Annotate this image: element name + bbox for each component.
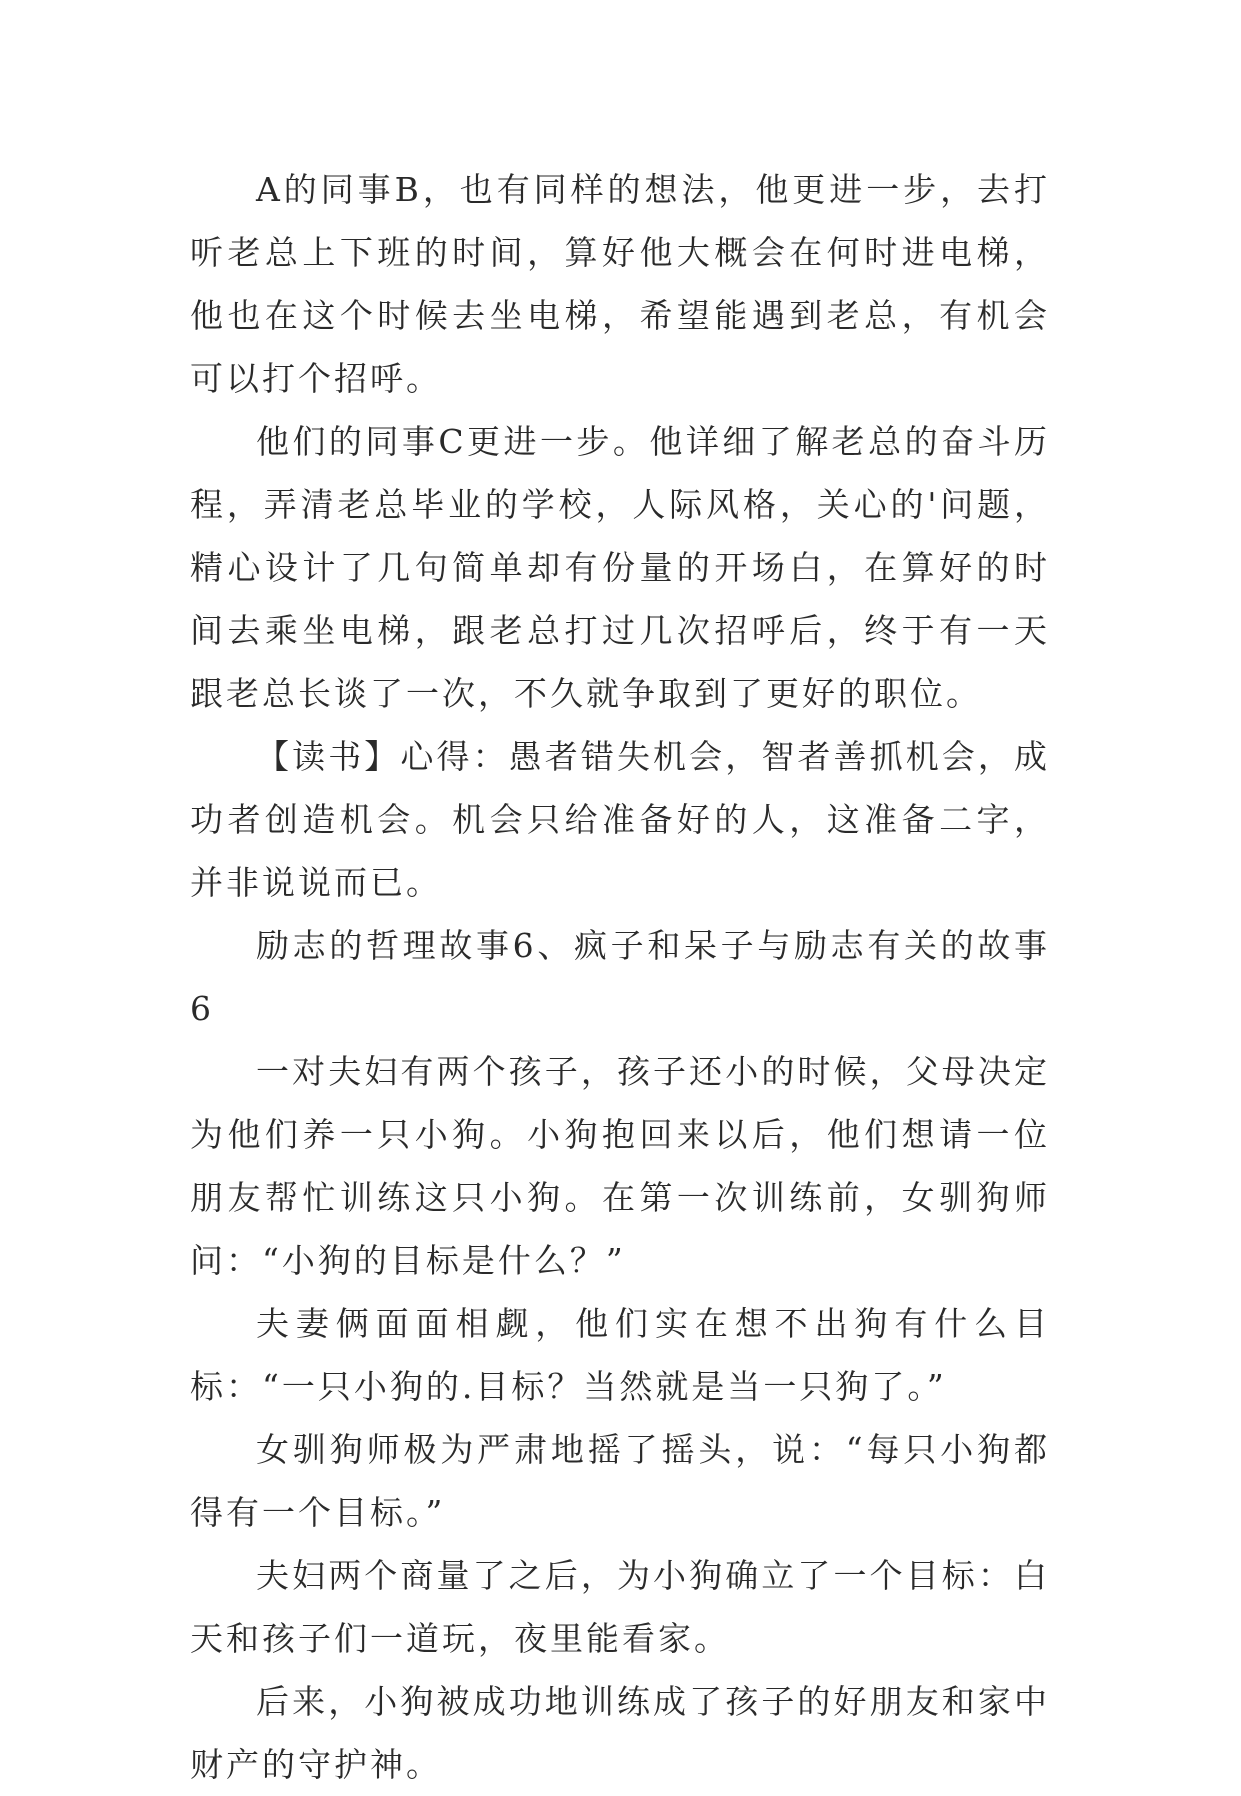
paragraph-couple-dog: 一对夫妇有两个孩子，孩子还小的时候，父母决定为他们养一只小狗。小狗抱回来以后，他们想请一位朋友帮忙训练这只小狗。在第一次训练前，女驯狗师问：“小狗的目标是什么？” xyxy=(190,1052,1050,1280)
document-body xyxy=(190,158,1050,1796)
paragraph-outcome: 后来，小狗被成功地训练成了孩子的好朋友和家中财产的守护神。 xyxy=(190,1682,1050,1784)
paragraph-trainer-reply: 女驯狗师极为严肃地摇了摇头，说：“每只小狗都得有一个目标。” xyxy=(190,1430,1050,1532)
paragraph-reading-notes: 【读书】心得：愚者错失机会，智者善抓机会，成功者创造机会。机会只给准备好的人，这准备二字，并非说说而已。 xyxy=(190,737,1050,902)
story-heading: 励志的哲理故事6、疯子和呆子与励志有关的故事6 xyxy=(190,926,1050,1028)
paragraph-couple-reply: 夫妻俩面面相觑，他们实在想不出狗有什么目标：“一只小狗的.目标？当然就是当一只狗了。” xyxy=(190,1304,1050,1406)
paragraph-colleague-b: A的同事B，也有同样的想法，他更进一步，去打听老总上下班的时间，算好他大概会在何时进电梯，他也在这个时候去坐电梯，希望能遇到老总，有机会可以打个招呼。 xyxy=(190,170,1050,398)
paragraph-colleague-c: 他们的同事C更进一步。他详细了解老总的奋斗历程，弄清老总毕业的学校，人际风格，关心的'问题，精心设计了几句简单却有份量的开场白，在算好的时间去乘坐电梯，跟老总打过几次招呼后，终于有一天跟老总长谈了一次，不久就争取到了更好的职位。 xyxy=(190,422,1050,713)
paragraph-dog-goal: 夫妇两个商量了之后，为小狗确立了一个目标：白天和孩子们一道玩，夜里能看家。 xyxy=(190,1556,1050,1658)
